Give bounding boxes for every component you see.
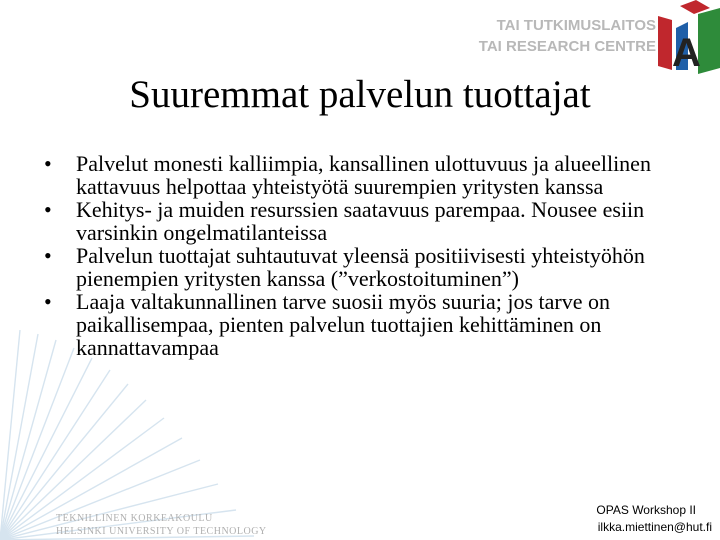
bullet-text: Laaja valtakunnallinen tarve suosii myös suuria; jos tarve on paikallisempaa, pienten palvelun tuottajien kehittäminen on kannattavampaa xyxy=(76,289,610,360)
bullet-item xyxy=(44,152,704,198)
bullet-text: Palvelut monesti kalliimpia, kansallinen ulottuvuus ja alueellinen kattavuus helpottaa yhteistyötä suurempien yritysten kanssa xyxy=(76,151,651,199)
event-name: OPAS Workshop II xyxy=(596,503,696,517)
bullet-item xyxy=(44,198,704,244)
bullet-list xyxy=(44,152,704,359)
bullet-item xyxy=(44,244,704,290)
bullet-item xyxy=(44,290,704,359)
bullet-text: Kehitys- ja muiden resurssien saatavuus parempaa. Nousee esiin varsinkin ongelmatilanteissa xyxy=(76,197,645,245)
svg-text:A: A xyxy=(672,31,701,74)
tai-logo-icon xyxy=(658,0,720,74)
bullet-dot: • xyxy=(44,243,52,268)
org-name-english: TAI RESEARCH CENTRE xyxy=(478,38,656,55)
bullet-dot: • xyxy=(44,197,52,222)
bullet-text: Palvelun tuottajat suhtautuvat yleensä positiivisesti yhteistyöhön pienempien yritysten kanssa (”verkostoituminen”) xyxy=(76,243,645,291)
author-email: ilkka.miettinen@hut.fi xyxy=(597,520,712,534)
slide-title: Suuremmat palvelun tuottajat xyxy=(129,73,591,116)
bullet-dot: • xyxy=(44,289,52,314)
university-rays-decoration xyxy=(0,330,260,540)
org-name-finnish: TAI TUTKIMUSLAITOS xyxy=(496,17,656,34)
university-name-finnish: TEKNILLINEN KORKEAKOULU xyxy=(56,513,213,524)
university-name-english: HELSINKI UNIVERSITY OF TECHNOLOGY xyxy=(56,526,267,537)
bullet-dot: • xyxy=(44,151,52,176)
